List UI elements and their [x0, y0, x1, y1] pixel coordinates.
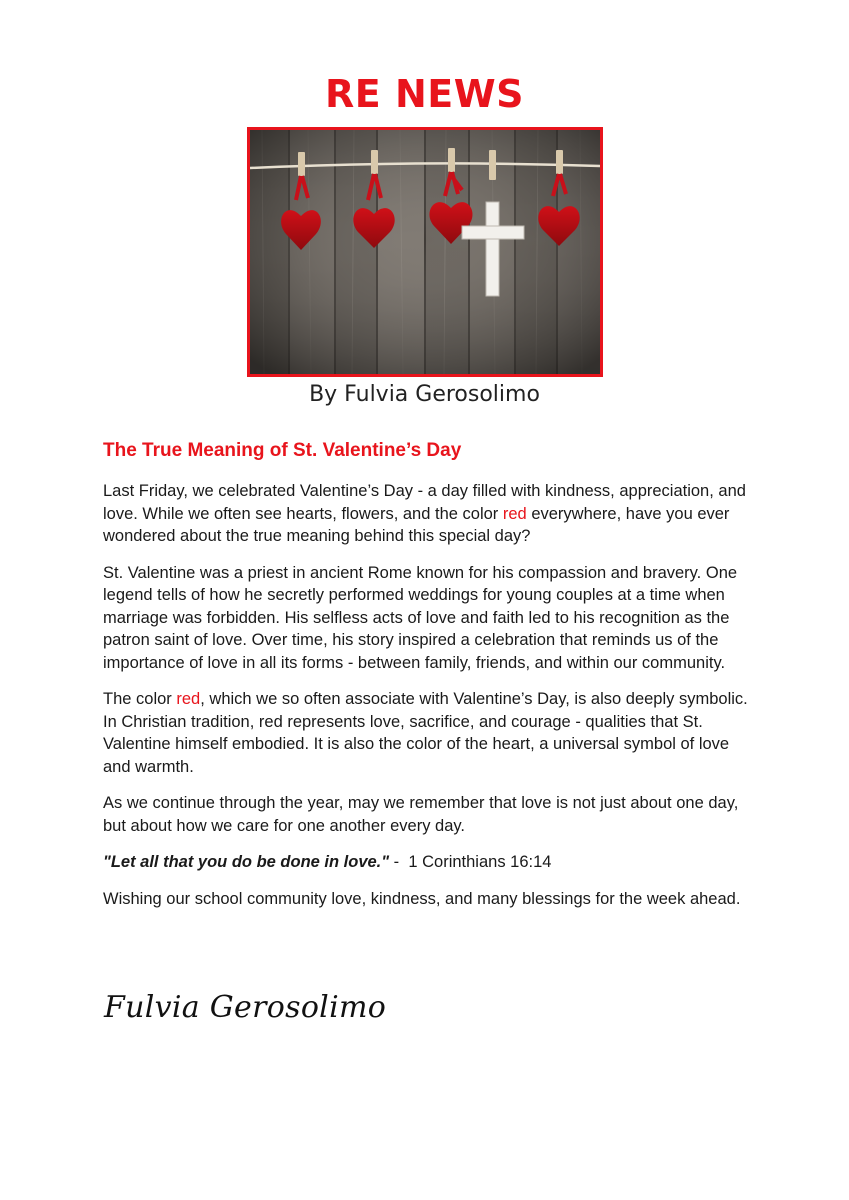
highlight-red: red	[502, 504, 527, 523]
paragraph-history: St. Valentine was a priest in ancient Rome known for his compassion and bravery. One legend tells of how he secretly performed weddings for young couples at a time when marriage was forbidden. His selfless acts of love and faith led to his recognition as the patron saint of love. Over time, his story inspired a celebration that reminds us of the importance of love in all its forms - between family, friends, and within our community.	[103, 563, 738, 672]
signature: Fulvia Gerosolimo	[104, 990, 387, 1025]
paragraph-color	[103, 688, 753, 778]
paragraph-reflection: As we continue through the year, may we remember that love is not just about one day, but about how we care for one another every day.	[103, 794, 739, 835]
article-title: The True Meaning of St. Valentine’s Day	[103, 440, 462, 461]
paragraph-intro-start: Last Friday, we celebrated Valentine’s Day - a day filled with kindness, appreciation, and love. While we often see hearts, flowers, and the color	[103, 482, 746, 523]
paragraph-color-start: The color	[103, 690, 177, 708]
paragraph-intro-end: everywhere, have you ever wondered about the true meaning behind this special day?	[103, 504, 730, 545]
paragraph-color-end: , which we so often associate with Valentine’s Day, is also deeply symbolic. In Christian tradition, red represents love, sacrifice, and courage - qualities that St. Valentine himself embodied. It is also the color of the heart, a universal symbol of love and warmth.	[103, 690, 748, 776]
quote-separator: -	[389, 853, 409, 871]
newsletter-title: RE NEWS	[325, 72, 524, 116]
paragraph-intro	[103, 480, 753, 548]
hearts-cross-illustration	[250, 130, 600, 374]
quote-text: "Let all that you do be done in love."	[103, 853, 390, 871]
paragraph-closing: Wishing our school community love, kindness, and many blessings for the week ahead.	[103, 889, 741, 908]
scripture-quote	[103, 851, 753, 874]
highlight-red: red	[176, 690, 201, 708]
quote-reference: 1 Corinthians 16:14	[408, 853, 552, 871]
byline: By Fulvia Gerosolimo	[309, 382, 540, 407]
hearts-and-cross-photo	[247, 127, 603, 377]
article	[103, 440, 753, 924]
